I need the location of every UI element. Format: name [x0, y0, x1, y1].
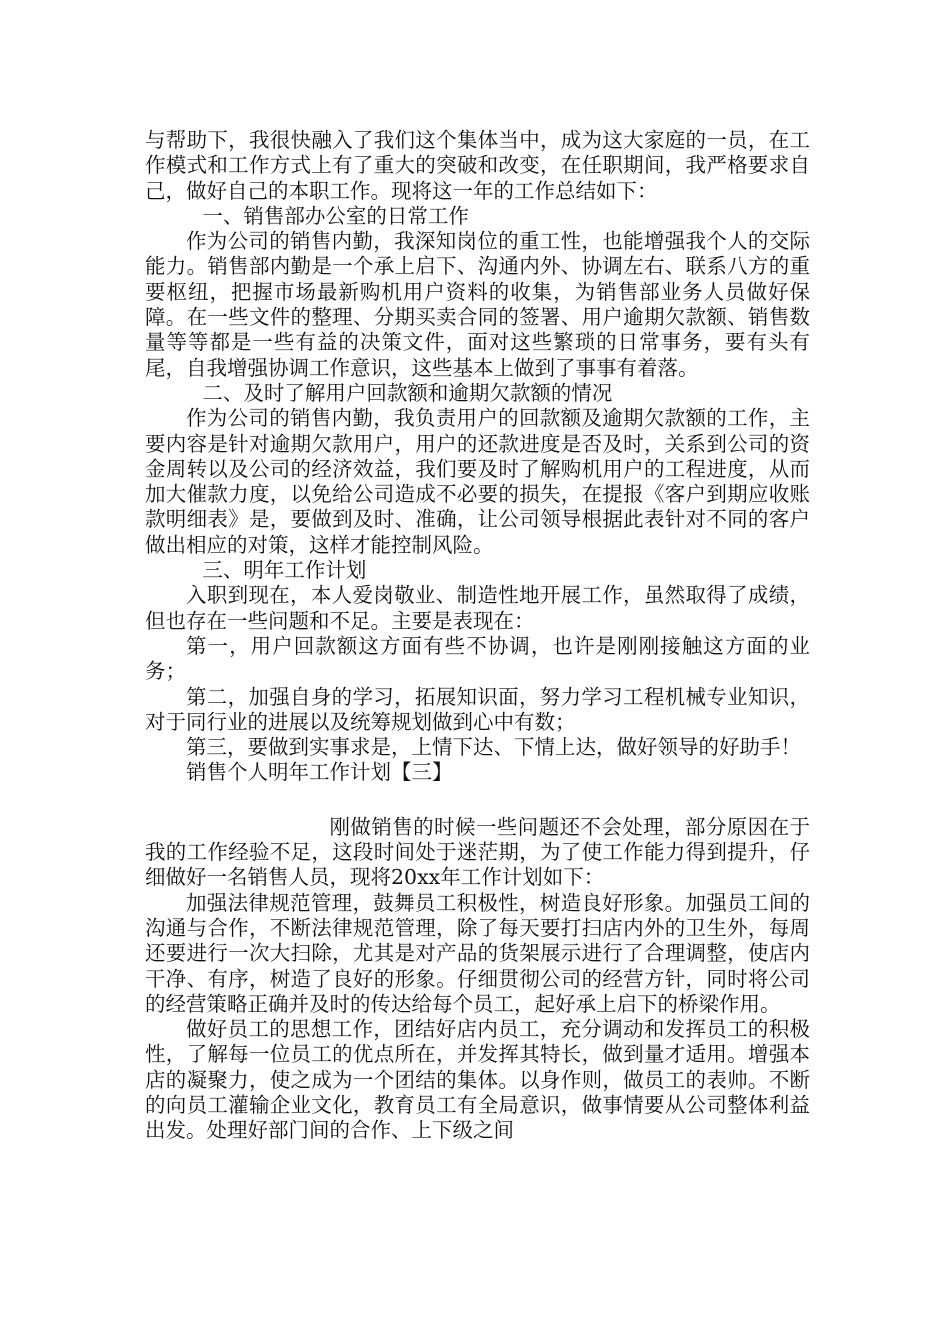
paragraph-payment-tracking: 作为公司的销售内勤，我负责用户的回款额及逾期欠款额的工作，主要内容是针对逾期欠款用户，用户的还款进度是否及时，关系到公司的资金周转以及公司的经济效益，我们要及时了解购机用户的工程进度，从而加大催款力度，以免给公司造成不必要的损失，在提报《客户到期应收账款明细表》是，要做到及时、准确，让公司领导根据此表针对不同的客户做出相应的对策，这样才能控制风险。 — [145, 406, 810, 557]
paragraph-intro: 与帮助下，我很快融入了我们这个集体当中，成为这大家庭的一员，在工作模式和工作方式上有了重大的突破和改变，在任职期间，我严格要求自己，做好自己的本职工作。现将这一年的工作总结如下： — [145, 128, 810, 203]
paragraph-staff: 做好员工的思想工作，团结好店内员工，充分调动和发挥员工的积极性，了解每一位员工的优点所在，并发挥其特长，做到量才适用。增强本店的凝聚力，使之成为一个团结的集体。以身作则，做员工的表帅。不断的向员工灌输企业文化，教育员工有全局意识，做事情要从公司整体利益出发。处理好部门间的合作、上下级之间 — [145, 1017, 810, 1143]
section-heading-2: 二、及时了解用户回款额和逾期欠款额的情况 — [202, 380, 613, 405]
paragraph-point-2: 第二，加强自身的学习，拓展知识面，努力学习工程机械专业知识，对于同行业的进展以及统筹规划做到心中有数； — [145, 684, 810, 734]
paragraph-management: 加强法律规范管理，鼓舞员工积极性，树造良好形象。加强员工间的沟通与合作，不断法律规范管理，除了每天要打扫店内外的卫生外，每周还要进行一次大扫除，尤其是对产品的货架展示进行了合理调整，使店内干净、有序，树造了良好的形象。仔细贯彻公司的经营方针，同时将公司的经营策略正确并及时的传达给每个员工，起好承上启下的桥梁作用。 — [145, 890, 810, 1016]
document-page — [145, 128, 810, 1144]
paragraph-plan-intro: 入职到现在，本人爱岗敬业、制造性地开展工作，虽然取得了成绩，但也存在一些问题和不足。主要是表现在： — [145, 583, 810, 633]
section-heading-3: 三、明年工作计划 — [202, 558, 367, 583]
paragraph-daily-work: 作为公司的销售内勤，我深知岗位的重工性，也能增强我个人的交际能力。销售部内勤是一个承上启下、沟通内外、协调左右、联系八方的重要枢纽，把握市场最新购机用户资料的收集，为销售部业务人员做好保障。在一些文件的整理、分期买卖合同的签署、用户逾期欠款额、销售数量等等都是一些有益的决策文件，面对这些繁琐的日常事务，要有头有尾，自我增强协调工作意识，这些基本上做到了事事有着落。 — [145, 229, 810, 380]
paragraph-point-1: 第一，用户回款额这方面有些不协调，也许是刚刚接触这方面的业务； — [145, 633, 810, 684]
paragraph-new-intro: 刚做销售的时候一些问题还不会处理，部分原因在于我的工作经验不足，这段时间处于迷茫期，为了使工作能力得到提升，仔细做好一名销售人员，现将20xx年工作计划如下： — [145, 814, 810, 890]
blank-line — [145, 786, 810, 815]
section-heading-1: 一、销售部办公室的日常工作 — [202, 203, 469, 228]
paragraph-point-3: 第三，要做到实事求是，上情下达、下情上达，做好领导的好助手！ — [186, 735, 801, 760]
section-title-3: 销售个人明年工作计划【三】 — [186, 760, 453, 785]
